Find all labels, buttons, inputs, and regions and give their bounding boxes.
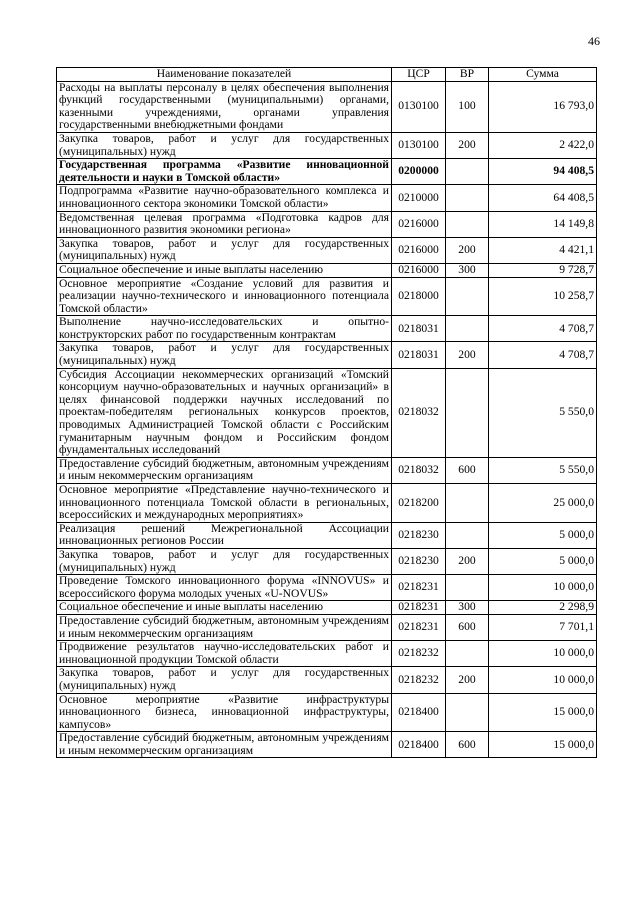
column-header-vr: ВР xyxy=(446,68,489,82)
row-sum-cell: 15 000,0 xyxy=(489,732,597,758)
row-name-cell: Продвижение результатов научно-исследовательских работ и инновационной продукции Томской области xyxy=(57,641,392,667)
table-row xyxy=(57,159,597,185)
row-name-cell: Основное мероприятие «Развитие инфраструктуры инновационного бизнеса, инновационной инфраструктуры, кампусов» xyxy=(57,693,392,732)
table-row xyxy=(57,457,597,483)
row-csr-cell: 0218231 xyxy=(392,614,446,640)
column-header-sum: Сумма xyxy=(489,68,597,82)
row-vr-cell xyxy=(446,316,489,342)
row-sum-cell: 25 000,0 xyxy=(489,484,597,523)
row-name-cell: Субсидия Ассоциации некоммерческих организаций «Томский консорциум научно-образовательных и научных организаций» в целях финансовой поддержки научных исследований по проектам-победителям региональных конкурсов проектов, проводимых Администрацией Томской области с Российским гуманитарным научным фондом и Российским фондом фундаментальных исследований xyxy=(57,368,392,457)
row-sum-cell: 64 408,5 xyxy=(489,185,597,211)
row-name-cell: Предоставление субсидий бюджетным, автономным учреждениям и иным некоммерческим организациям xyxy=(57,732,392,758)
header-row xyxy=(57,68,597,82)
table-body xyxy=(57,81,597,758)
table-row xyxy=(57,575,597,601)
row-csr-cell: 0218230 xyxy=(392,522,446,548)
row-name-cell: Расходы на выплаты персоналу в целях обеспечения выполнения функций государственными (муниципальными) органами, казенными учреждениями, органами управления государственными внебюджетными фондами xyxy=(57,81,392,132)
budget-table xyxy=(56,67,597,758)
row-csr-cell: 0216000 xyxy=(392,263,446,277)
row-name-cell: Проведение Томского инновационного форума «INNOVUS» и всероссийского форума молодых ученых «U-NOVUS» xyxy=(57,575,392,601)
row-csr-cell: 0218032 xyxy=(392,368,446,457)
row-vr-cell xyxy=(446,368,489,457)
table-row xyxy=(57,667,597,693)
row-vr-cell: 600 xyxy=(446,457,489,483)
row-sum-cell: 4 708,7 xyxy=(489,342,597,368)
row-csr-cell: 0218031 xyxy=(392,316,446,342)
row-csr-cell: 0216000 xyxy=(392,211,446,237)
row-sum-cell: 15 000,0 xyxy=(489,693,597,732)
row-csr-cell: 0130100 xyxy=(392,132,446,158)
row-csr-cell: 0218032 xyxy=(392,457,446,483)
table-row xyxy=(57,237,597,263)
row-vr-cell: 600 xyxy=(446,732,489,758)
row-csr-cell: 0218230 xyxy=(392,548,446,574)
row-name-cell: Государственная программа «Развитие инновационной деятельности и науки в Томской области» xyxy=(57,159,392,185)
row-sum-cell: 16 793,0 xyxy=(489,81,597,132)
row-vr-cell xyxy=(446,522,489,548)
row-csr-cell: 0218232 xyxy=(392,667,446,693)
row-sum-cell: 4 708,7 xyxy=(489,316,597,342)
table-row xyxy=(57,81,597,132)
row-vr-cell: 100 xyxy=(446,81,489,132)
table-row xyxy=(57,316,597,342)
row-csr-cell: 0218400 xyxy=(392,732,446,758)
row-name-cell: Закупка товаров, работ и услуг для государственных (муниципальных) нужд xyxy=(57,548,392,574)
table-row xyxy=(57,263,597,277)
table-header xyxy=(57,68,597,82)
row-sum-cell: 2 422,0 xyxy=(489,132,597,158)
table-row xyxy=(57,548,597,574)
row-vr-cell xyxy=(446,277,489,316)
row-sum-cell: 5 550,0 xyxy=(489,457,597,483)
table-row xyxy=(57,132,597,158)
row-sum-cell: 14 149,8 xyxy=(489,211,597,237)
row-csr-cell: 0218000 xyxy=(392,277,446,316)
row-sum-cell: 10 000,0 xyxy=(489,641,597,667)
row-sum-cell: 5 550,0 xyxy=(489,368,597,457)
row-csr-cell: 0130100 xyxy=(392,81,446,132)
row-vr-cell xyxy=(446,159,489,185)
row-vr-cell: 200 xyxy=(446,342,489,368)
row-csr-cell: 0216000 xyxy=(392,237,446,263)
row-vr-cell: 200 xyxy=(446,548,489,574)
row-sum-cell: 10 000,0 xyxy=(489,667,597,693)
row-csr-cell: 0218231 xyxy=(392,575,446,601)
row-sum-cell: 7 701,1 xyxy=(489,614,597,640)
row-vr-cell xyxy=(446,211,489,237)
row-vr-cell: 300 xyxy=(446,601,489,615)
table-row xyxy=(57,732,597,758)
table-row xyxy=(57,185,597,211)
row-csr-cell: 0218031 xyxy=(392,342,446,368)
table-row xyxy=(57,368,597,457)
row-name-cell: Основное мероприятие «Представление научно-технического и инновационного потенциала Томской области в региональных, всероссийских и международных мероприятиях» xyxy=(57,484,392,523)
row-sum-cell: 4 421,1 xyxy=(489,237,597,263)
table-row xyxy=(57,342,597,368)
column-header-csr: ЦСР xyxy=(392,68,446,82)
row-csr-cell: 0218200 xyxy=(392,484,446,523)
row-sum-cell: 10 000,0 xyxy=(489,575,597,601)
row-name-cell: Закупка товаров, работ и услуг для государственных (муниципальных) нужд xyxy=(57,667,392,693)
row-vr-cell: 200 xyxy=(446,237,489,263)
row-sum-cell: 10 258,7 xyxy=(489,277,597,316)
row-sum-cell: 9 728,7 xyxy=(489,263,597,277)
table-row xyxy=(57,211,597,237)
row-vr-cell xyxy=(446,484,489,523)
table-row xyxy=(57,277,597,316)
row-csr-cell: 0200000 xyxy=(392,159,446,185)
page-number: 46 xyxy=(588,34,600,48)
row-vr-cell xyxy=(446,641,489,667)
row-name-cell: Предоставление субсидий бюджетным, автономным учреждениям и иным некоммерческим организациям xyxy=(57,457,392,483)
row-vr-cell: 600 xyxy=(446,614,489,640)
row-name-cell: Реализация решений Межрегиональной Ассоциации инновационных регионов России xyxy=(57,522,392,548)
row-csr-cell: 0218400 xyxy=(392,693,446,732)
table-row xyxy=(57,601,597,615)
row-name-cell: Социальное обеспечение и иные выплаты населению xyxy=(57,601,392,615)
row-vr-cell: 300 xyxy=(446,263,489,277)
table-row xyxy=(57,522,597,548)
row-name-cell: Подпрограмма «Развитие научно-образовательного комплекса и инновационного сектора экономики Томской области» xyxy=(57,185,392,211)
row-vr-cell xyxy=(446,693,489,732)
row-sum-cell: 2 298,9 xyxy=(489,601,597,615)
row-sum-cell: 5 000,0 xyxy=(489,548,597,574)
row-name-cell: Социальное обеспечение и иные выплаты населению xyxy=(57,263,392,277)
row-sum-cell: 5 000,0 xyxy=(489,522,597,548)
row-name-cell: Основное мероприятие «Создание условий для развития и реализации научно-технического и инновационного потенциала Томской области» xyxy=(57,277,392,316)
column-header-name: Наименование показателей xyxy=(57,68,392,82)
table-row xyxy=(57,484,597,523)
table-row xyxy=(57,614,597,640)
row-csr-cell: 0218231 xyxy=(392,601,446,615)
row-name-cell: Закупка товаров, работ и услуг для государственных (муниципальных) нужд xyxy=(57,132,392,158)
row-name-cell: Закупка товаров, работ и услуг для государственных (муниципальных) нужд xyxy=(57,237,392,263)
row-name-cell: Ведомственная целевая программа «Подготовка кадров для инновационного развития экономики региона» xyxy=(57,211,392,237)
row-vr-cell: 200 xyxy=(446,132,489,158)
table-row xyxy=(57,641,597,667)
row-vr-cell xyxy=(446,185,489,211)
row-sum-cell: 94 408,5 xyxy=(489,159,597,185)
row-csr-cell: 0218232 xyxy=(392,641,446,667)
row-name-cell: Предоставление субсидий бюджетным, автономным учреждениям и иным некоммерческим организациям xyxy=(57,614,392,640)
row-name-cell: Выполнение научно-исследовательских и опытно-конструкторских работ по государственным контрактам xyxy=(57,316,392,342)
row-vr-cell: 200 xyxy=(446,667,489,693)
row-csr-cell: 0210000 xyxy=(392,185,446,211)
row-name-cell: Закупка товаров, работ и услуг для государственных (муниципальных) нужд xyxy=(57,342,392,368)
table-row xyxy=(57,693,597,732)
row-vr-cell xyxy=(446,575,489,601)
